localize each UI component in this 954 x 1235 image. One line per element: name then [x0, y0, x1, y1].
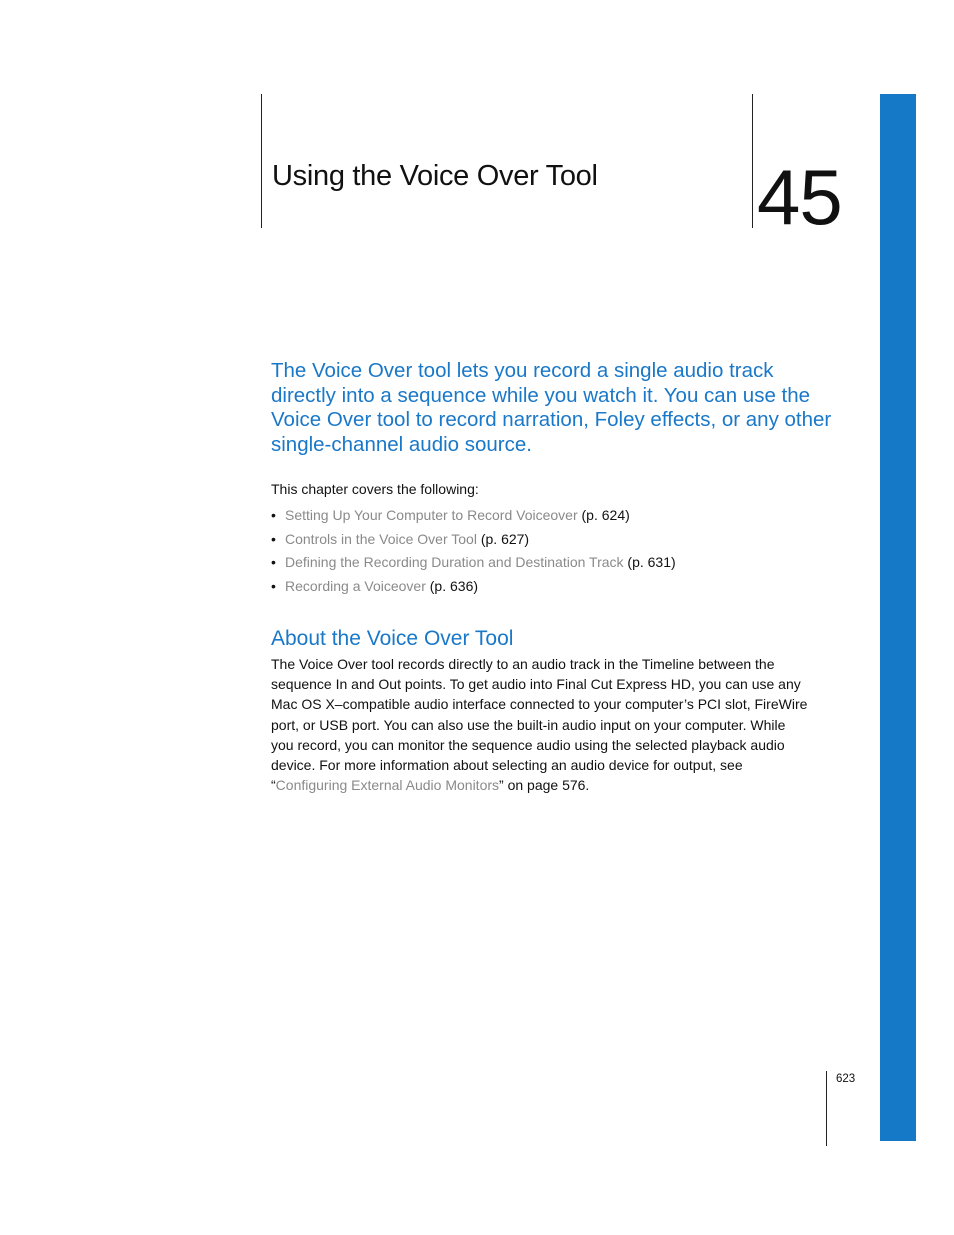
cross-reference-tail: ” on page 576. [499, 777, 590, 794]
intro-line: directly into a sequence while you watch it. You can use the [271, 383, 811, 407]
chapter-title: Using the Voice Over Tool [272, 160, 598, 192]
intro-line: Voice Over tool to record narration, Foley effects, or any other [271, 408, 832, 432]
toc-item [271, 551, 676, 575]
body-line: The Voice Over tool records directly to an audio track in the Timeline between the [271, 656, 775, 672]
body-line: you record, you can monitor the sequence audio using the selected playback audio [271, 736, 785, 753]
body-line: sequence In and Out points. To get audio into Final Cut Express HD, you can use any [271, 676, 801, 693]
body-line: device. For more information about selecting an audio device for output, see [271, 757, 743, 774]
intro-line: The Voice Over tool lets you record a single audio track [271, 359, 774, 382]
bullet: • [271, 530, 276, 547]
chapter-toc [271, 504, 676, 598]
body-line [271, 775, 807, 795]
intro-line: single-channel audio source. [271, 433, 532, 457]
toc-item [271, 528, 676, 552]
title-left-rule [261, 94, 262, 228]
section-body [271, 654, 807, 795]
open-quote: “ [271, 777, 276, 794]
chapter-number: 45 [757, 153, 842, 241]
cross-reference-link[interactable]: Configuring External Audio Monitors [275, 777, 500, 794]
bullet: • [271, 554, 276, 570]
toc-item [271, 575, 676, 599]
toc-page: (p. 627) [476, 530, 530, 547]
bullet: • [271, 507, 276, 523]
toc-link[interactable]: Controls in the Voice Over Tool [285, 530, 477, 547]
section-heading: About the Voice Over Tool [271, 627, 514, 650]
covers-label: This chapter covers the following: [271, 481, 479, 497]
chapter-number-rule [752, 94, 753, 228]
toc-item [271, 504, 676, 528]
toc-page: (p. 624) [577, 507, 630, 523]
toc-page: (p. 631) [623, 554, 676, 570]
page-number-rule [826, 1071, 827, 1146]
body-line: port, or USB port. You can also use the built-in audio input on your computer. While [271, 716, 786, 733]
toc-link[interactable]: Defining the Recording Duration and Destination Track [285, 554, 624, 570]
chapter-intro [271, 359, 831, 458]
body-line: Mac OS X–compatible audio interface connected to your computer’s PCI slot, FireWire [271, 696, 808, 713]
toc-link[interactable]: Recording a Voiceover [285, 577, 426, 594]
toc-page: (p. 636) [425, 577, 479, 594]
chapter-sidebar-tab [880, 94, 916, 1141]
page-number: 623 [836, 1073, 856, 1085]
bullet: • [271, 577, 276, 594]
toc-link[interactable]: Setting Up Your Computer to Record Voiceover [285, 507, 578, 523]
